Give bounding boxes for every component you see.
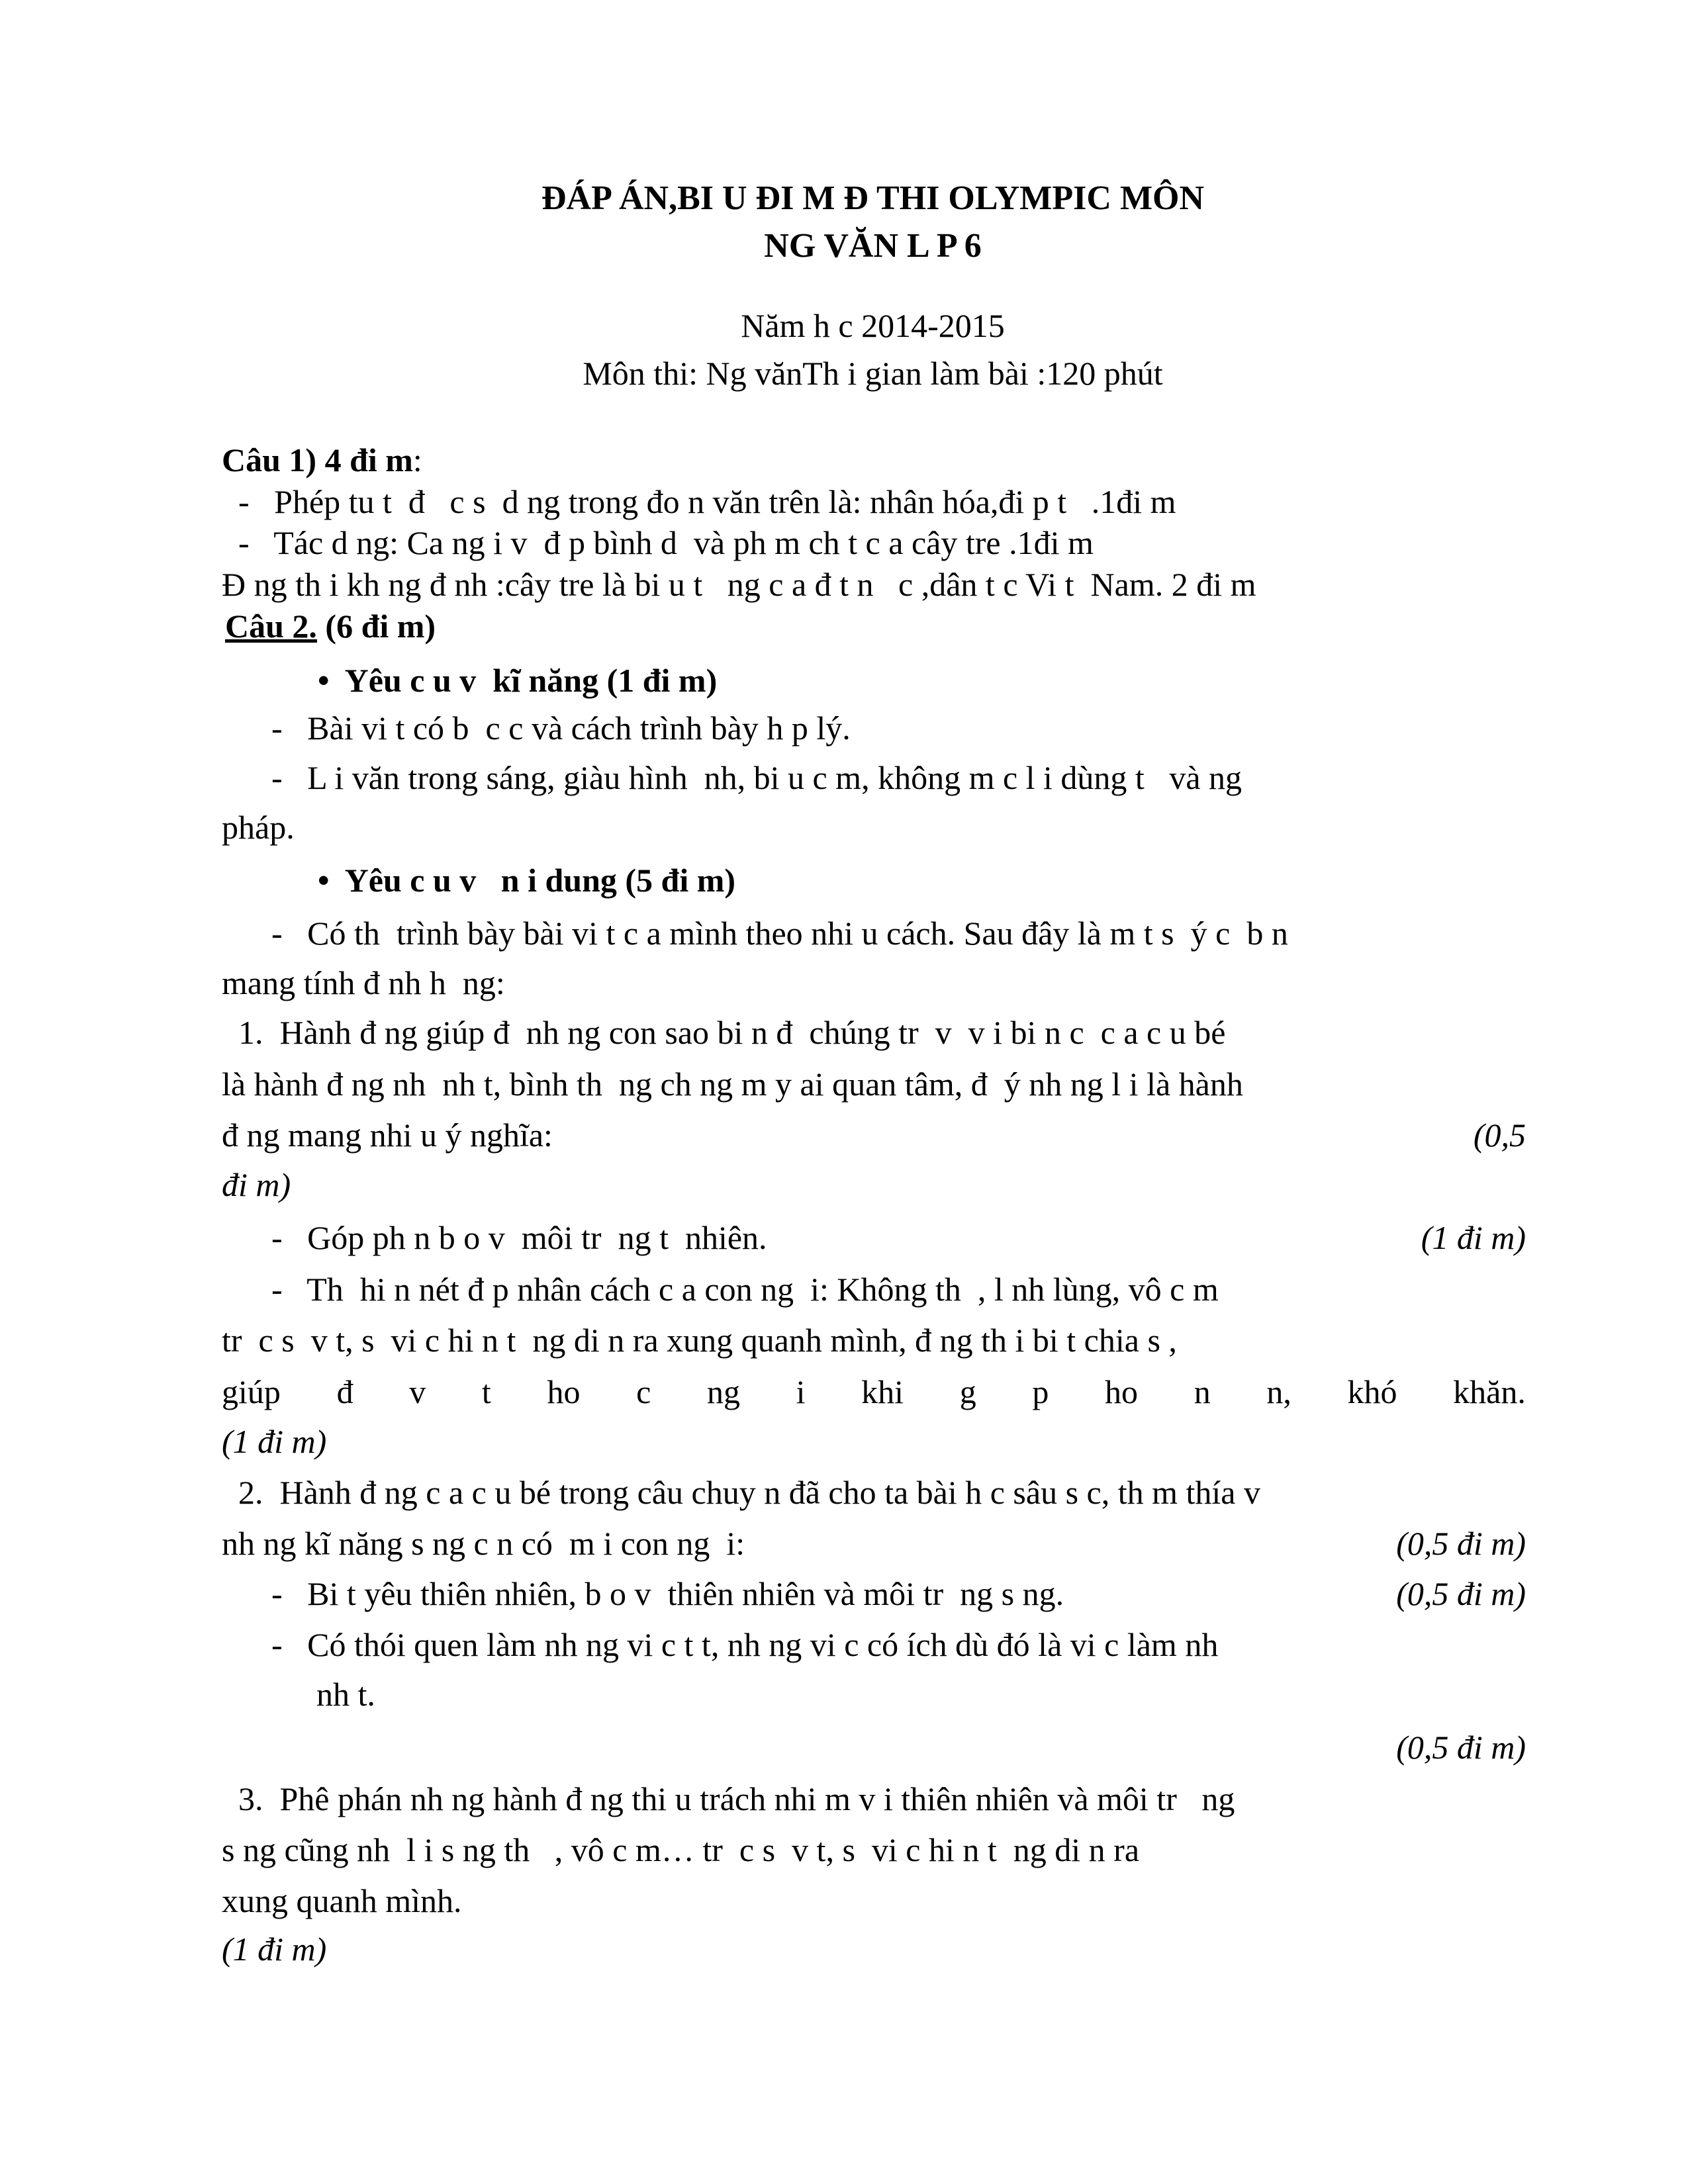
word: i — [796, 1373, 806, 1410]
point-1-line-2: là hành đ ng nh nh t, bình th ng ch ng m y ai quan tâm, đ ý nh ng l i là hành — [222, 1066, 1243, 1103]
content-heading-text: Yêu c u v n i dung (5 đi m) — [344, 862, 736, 899]
point-3-line-3: xung quanh mình. — [222, 1882, 462, 1919]
title-line-2: NG VĂN L P 6 — [764, 227, 982, 265]
effect-1: - Bi t yêu thiên nhiên, b o v thiên nhiên và môi tr ng s ng. — [271, 1575, 1064, 1612]
q1-heading — [222, 440, 422, 480]
effect-2-score: (0,5 đi m) — [1396, 1729, 1526, 1766]
point-1-line-1: 1. Hành đ ng giúp đ nh ng con sao bi n đ chúng tr v v i bi n c c a c u bé — [238, 1014, 1226, 1051]
word: ng — [706, 1373, 740, 1410]
detail-2-line-2: tr c s v t, s vi c hi n t ng di n ra xung quanh mình, đ ng th i bi t chia s , — [222, 1322, 1177, 1359]
q2-heading-label: Câu 2. — [225, 608, 317, 645]
point-2-score: (0,5 đi m) — [1396, 1525, 1526, 1562]
q1-line-2: - Tác d ng: Ca ng i v đ p bình d và ph m ch t c a cây tre .1đi m — [238, 524, 1094, 561]
word: ho — [1105, 1373, 1139, 1410]
q2-heading-points: (6 đi m) — [316, 608, 436, 645]
q2-heading — [225, 606, 436, 646]
word: n, — [1266, 1373, 1291, 1410]
skills-heading — [318, 660, 717, 700]
detail-1-score: (1 đi m) — [1421, 1219, 1526, 1256]
point-1-line-3: đ ng mang nhi u ý nghĩa: — [222, 1116, 553, 1154]
word: khi — [861, 1373, 904, 1410]
word: v — [409, 1373, 426, 1410]
word: c — [636, 1373, 651, 1410]
point-1-score-b: đi m) — [222, 1166, 291, 1203]
point-1-score-a: (0,5 — [1473, 1116, 1526, 1154]
detail-1: - Góp ph n b o v môi tr ng t nhiên. — [271, 1219, 767, 1256]
detail-2-line-3 — [222, 1372, 1526, 1412]
skills-line-1: - Bài vi t có b c c và cách trình bày h p lý. — [271, 709, 851, 747]
skills-line-2: - L i văn trong sáng, giàu hình nh, bi u c m, không m c l i dùng t và ng — [271, 759, 1243, 796]
q1-line-1: - Phép tu t đ c s d ng trong đo n văn trên là: nhân hóa,đi p t .1đi m — [238, 483, 1176, 520]
point-2-line-2: nh ng kĩ năng s ng c n có m i con ng i: — [222, 1525, 745, 1562]
skills-line-2-cont: pháp. — [222, 809, 295, 846]
point-2-line-1: 2. Hành đ ng c a c u bé trong câu chuy n đã cho ta bài h c sâu s c, th m thía v — [238, 1474, 1260, 1511]
point-3-line-2: s ng cũng nh l i s ng th , vô c m… tr c s v t, s vi c hi n t ng di n ra — [222, 1831, 1140, 1868]
skills-heading-text: Yêu c u v kĩ năng (1 đi m) — [344, 662, 718, 699]
word: g — [959, 1373, 976, 1410]
subject-time: Môn thi: Ng vănTh i gian làm bài :120 phút — [583, 355, 1163, 392]
title-line-1: ĐÁP ÁN,BI U ĐI M Đ THI OLYMPIC MÔN — [541, 179, 1205, 217]
q1-line-3: Đ ng th i kh ng đ nh :cây tre là bi u t ng c a đ t n c ,dân t c Vi t Nam. 2 đi m — [222, 566, 1256, 603]
content-intro-2: mang tính đ nh h ng: — [222, 964, 505, 1001]
content-heading — [318, 860, 735, 900]
effect-2-line-1: - Có thói quen làm nh ng vi c t t, nh ng vi c có ích dù đó là vi c làm nh — [271, 1626, 1219, 1663]
word: p — [1032, 1373, 1049, 1410]
word: khăn. — [1453, 1373, 1526, 1410]
q1-heading-colon: : — [412, 441, 422, 478]
word: ho — [547, 1373, 581, 1410]
point-3-line-1: 3. Phê phán nh ng hành đ ng thi u trách nhi m v i thiên nhiên và môi tr ng — [238, 1780, 1235, 1817]
word: khó — [1347, 1373, 1397, 1410]
content-intro-1: - Có th trình bày bài vi t c a mình theo nhi u cách. Sau đây là m t s ý c b n — [271, 915, 1288, 952]
word: n — [1194, 1373, 1211, 1410]
word: t — [481, 1373, 491, 1410]
point-3-score: (1 đi m) — [222, 1931, 327, 1968]
bullet-icon: • — [318, 662, 345, 699]
q1-heading-text: Câu 1) 4 đi m — [222, 441, 413, 478]
bullet-icon: • — [318, 862, 345, 899]
school-year: Năm h c 2014-2015 — [741, 307, 1005, 344]
detail-2-score: (1 đi m) — [222, 1423, 327, 1460]
word: đ — [336, 1373, 353, 1410]
effect-1-score: (0,5 đi m) — [1396, 1575, 1526, 1612]
effect-2-line-2: nh t. — [316, 1676, 375, 1713]
word: giúp — [222, 1373, 281, 1410]
detail-2-line-1: - Th hi n nét đ p nhân cách c a con ng i: Không th , l nh lùng, vô c m — [271, 1271, 1219, 1308]
